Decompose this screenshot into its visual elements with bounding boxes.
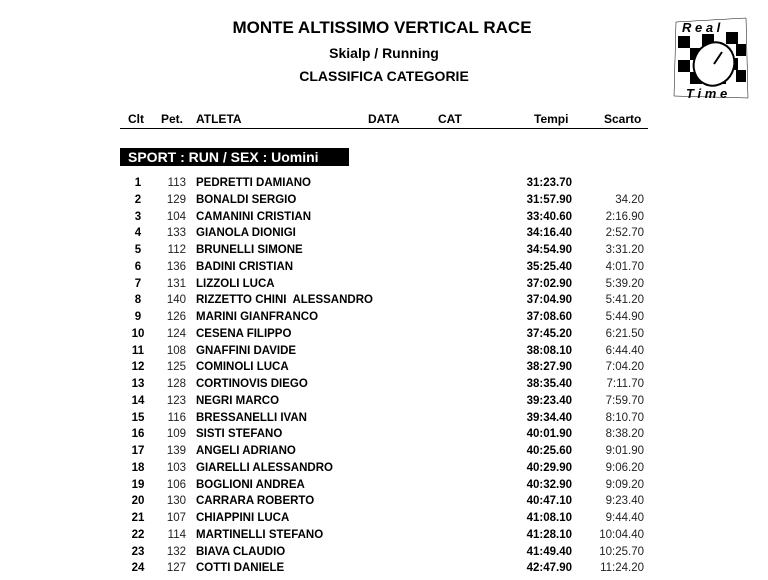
col-header-pet: Pet. xyxy=(161,112,184,126)
rank: 3 xyxy=(134,210,142,223)
bib: 129 xyxy=(166,193,186,206)
bib: 104 xyxy=(166,210,186,223)
time: 40:25.60 xyxy=(526,445,572,457)
time: 38:27.90 xyxy=(526,361,572,374)
table-row xyxy=(0,211,768,227)
time: 40:01.90 xyxy=(526,428,572,441)
rank: 21 xyxy=(131,512,145,524)
table-row xyxy=(0,479,768,495)
athlete-name: NEGRI MARCO xyxy=(196,394,280,407)
time: 34:54.90 xyxy=(526,244,572,256)
table-row xyxy=(0,278,768,294)
table-row xyxy=(0,227,768,243)
rank: 24 xyxy=(131,562,145,575)
time: 38:08.10 xyxy=(526,344,572,357)
time: 31:23.70 xyxy=(526,177,572,189)
gap: 9:09.20 xyxy=(605,478,644,491)
rank: 5 xyxy=(134,244,142,256)
section-header: SPORT : RUN / SEX : Uomini xyxy=(120,148,349,166)
table-row xyxy=(0,328,768,344)
gap: 9:06.20 xyxy=(605,461,644,474)
svg-text:R e a l: R e a l xyxy=(682,20,721,35)
time: 39:23.40 xyxy=(526,394,572,407)
table-row xyxy=(0,361,768,377)
athlete-name: MARTINELLI STEFANO xyxy=(196,528,324,541)
gap: 9:23.40 xyxy=(605,495,644,508)
bib: 140 xyxy=(166,294,186,307)
gap: 8:38.20 xyxy=(605,428,644,441)
bib: 123 xyxy=(166,394,186,407)
bib: 127 xyxy=(166,562,186,575)
bib: 107 xyxy=(166,512,186,524)
bib: 106 xyxy=(166,478,186,491)
gap: 3:31.20 xyxy=(605,244,644,256)
gap: 5:39.20 xyxy=(605,277,644,290)
bib: 113 xyxy=(167,177,186,189)
col-header-cat: CAT xyxy=(438,112,462,126)
bib: 109 xyxy=(166,428,186,441)
bib: 112 xyxy=(167,244,186,256)
table-row xyxy=(0,529,768,545)
gap: 6:21.50 xyxy=(605,327,644,340)
athlete-name: CORTINOVIS DIEGO xyxy=(196,378,308,390)
table-row xyxy=(0,546,768,562)
rank: 2 xyxy=(134,193,142,206)
gap: 9:44.40 xyxy=(605,512,644,524)
gap: 2:52.70 xyxy=(605,227,644,240)
gap: 6:44.40 xyxy=(605,344,644,357)
athlete-name: PEDRETTI DAMIANO xyxy=(196,177,311,189)
table-row xyxy=(0,562,768,578)
bib: 139 xyxy=(166,445,186,457)
table-row xyxy=(0,428,768,444)
table-row xyxy=(0,445,768,461)
athlete-name: RIZZETTO CHINI ALESSANDRO xyxy=(196,294,373,307)
table-row xyxy=(0,261,768,277)
time: 41:08.10 xyxy=(526,512,572,524)
gap: 34.20 xyxy=(615,193,644,206)
col-header-atleta: ATLETA xyxy=(196,112,242,126)
athlete-name: CHIAPPINI LUCA xyxy=(196,512,290,524)
bib: 116 xyxy=(167,411,186,424)
table-row xyxy=(0,512,768,528)
time: 31:57.90 xyxy=(526,193,572,206)
rank: 16 xyxy=(131,428,145,441)
gap: 11:24.20 xyxy=(600,562,644,575)
rank: 11 xyxy=(131,344,145,357)
table-row xyxy=(0,311,768,327)
real-time-logo xyxy=(668,14,752,102)
classification-title: CLASSIFICA CATEGORIE xyxy=(299,68,469,84)
athlete-name: CARRARA ROBERTO xyxy=(196,495,315,508)
time: 42:47.90 xyxy=(526,562,572,575)
rank: 8 xyxy=(134,294,142,307)
athlete-name: LIZZOLI LUCA xyxy=(196,277,275,290)
rank: 18 xyxy=(131,461,145,474)
bib: 128 xyxy=(166,378,186,390)
gap: 4:01.70 xyxy=(605,260,644,273)
col-header-scarto: Scarto xyxy=(604,112,642,126)
athlete-name: COTTI DANIELE xyxy=(196,562,285,575)
bib: 131 xyxy=(166,277,186,290)
time: 38:35.40 xyxy=(526,378,572,390)
time: 40:29.90 xyxy=(526,461,572,474)
athlete-name: SISTI STEFANO xyxy=(196,428,283,441)
table-row xyxy=(0,244,768,260)
rank: 12 xyxy=(131,361,145,374)
time: 37:45.20 xyxy=(526,327,572,340)
time: 39:34.40 xyxy=(526,411,572,424)
athlete-name: COMINOLI LUCA xyxy=(196,361,289,374)
time: 37:08.60 xyxy=(526,311,572,323)
time: 35:25.40 xyxy=(526,260,572,273)
time: 40:47.10 xyxy=(526,495,572,508)
athlete-name: BADINI CRISTIAN xyxy=(196,260,294,273)
athlete-name: BOGLIONI ANDREA xyxy=(196,478,305,491)
table-row xyxy=(0,177,768,193)
table-row xyxy=(0,194,768,210)
gap: 7:59.70 xyxy=(605,394,644,407)
table-row xyxy=(0,378,768,394)
time: 37:02.90 xyxy=(526,277,572,290)
time: 33:40.60 xyxy=(526,210,572,223)
athlete-name: GIARELLI ALESSANDRO xyxy=(196,461,333,474)
gap: 10:25.70 xyxy=(599,545,644,558)
athlete-name: GNAFFINI DAVIDE xyxy=(196,344,297,357)
bib: 126 xyxy=(166,311,186,323)
rank: 6 xyxy=(134,260,142,273)
athlete-name: BIAVA CLAUDIO xyxy=(196,545,286,558)
table-row xyxy=(0,395,768,411)
time: 40:32.90 xyxy=(526,478,572,491)
rank: 14 xyxy=(131,394,145,407)
bib: 103 xyxy=(166,461,186,474)
time: 41:28.10 xyxy=(526,528,572,541)
table-row xyxy=(0,495,768,511)
gap: 5:41.20 xyxy=(605,294,644,307)
athlete-name: GIANOLA DIONIGI xyxy=(196,227,296,240)
athlete-name: BRESSANELLI IVAN xyxy=(196,411,307,424)
rank: 10 xyxy=(131,327,145,340)
athlete-name: ANGELI ADRIANO xyxy=(196,445,296,457)
time: 37:04.90 xyxy=(526,294,572,307)
bib: 108 xyxy=(166,344,186,357)
rank: 4 xyxy=(134,227,142,240)
table-row xyxy=(0,412,768,428)
rank: 15 xyxy=(131,411,145,424)
table-row xyxy=(0,294,768,310)
bib: 125 xyxy=(166,361,186,374)
athlete-name: BRUNELLI SIMONE xyxy=(196,244,303,256)
rank: 20 xyxy=(131,495,145,508)
page-title: MONTE ALTISSIMO VERTICAL RACE xyxy=(232,18,532,37)
rank: 7 xyxy=(134,277,142,290)
col-header-clt: Clt xyxy=(128,112,144,126)
rank: 13 xyxy=(131,378,145,390)
gap: 7:11.70 xyxy=(606,378,644,390)
gap: 7:04.20 xyxy=(605,361,644,374)
gap: 2:16.90 xyxy=(605,210,644,223)
gap: 10:04.40 xyxy=(599,528,644,541)
bib: 130 xyxy=(166,495,186,508)
athlete-name: CESENA FILIPPO xyxy=(196,327,292,340)
page-subtitle: Skialp / Running xyxy=(329,45,439,61)
athlete-name: BONALDI SERGIO xyxy=(196,193,297,206)
athlete-name: MARINI GIANFRANCO xyxy=(196,311,319,323)
gap: 8:10.70 xyxy=(605,411,644,424)
svg-text:T i m e: T i m e xyxy=(686,86,728,101)
rank: 19 xyxy=(131,478,145,491)
rank: 1 xyxy=(134,177,142,189)
rank: 22 xyxy=(131,528,145,541)
bib: 133 xyxy=(166,227,186,240)
rank: 17 xyxy=(131,445,145,457)
time: 41:49.40 xyxy=(526,545,572,558)
table-row xyxy=(0,462,768,478)
bib: 114 xyxy=(167,528,186,541)
header-divider xyxy=(120,128,648,129)
bib: 132 xyxy=(166,545,186,558)
time: 34:16.40 xyxy=(526,227,572,240)
gap: 9:01.90 xyxy=(605,445,644,457)
rank: 9 xyxy=(134,311,142,323)
table-row xyxy=(0,345,768,361)
col-header-data: DATA xyxy=(368,112,400,126)
gap: 5:44.90 xyxy=(605,311,644,323)
rank: 23 xyxy=(131,545,145,558)
bib: 124 xyxy=(166,327,186,340)
athlete-name: CAMANINI CRISTIAN xyxy=(196,210,311,223)
col-header-tempi: Tempi xyxy=(534,112,569,126)
bib: 136 xyxy=(166,260,186,273)
